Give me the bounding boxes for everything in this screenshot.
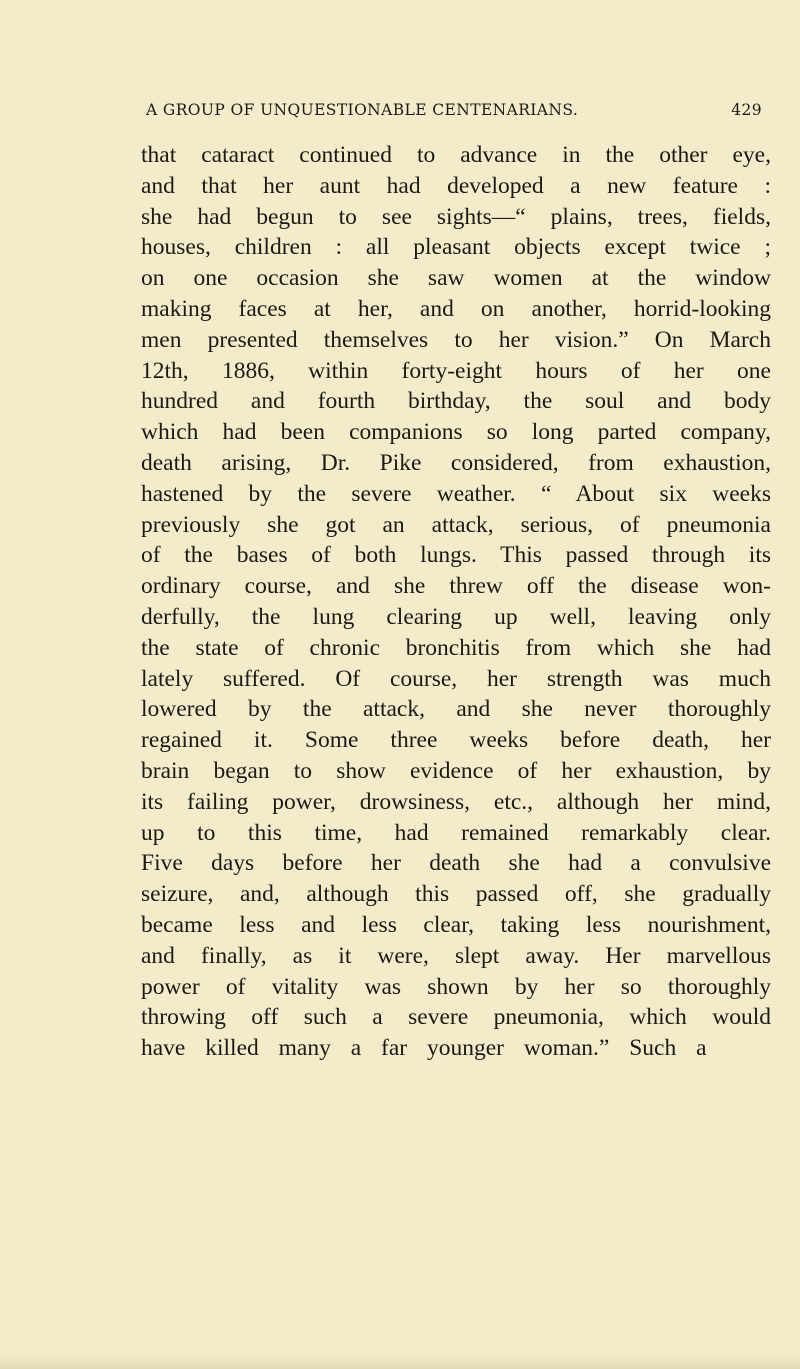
- text-line: she had begun to see sights—“ plains, trees, fields,: [141, 203, 771, 230]
- text-line: lately suffered. Of course, her strength was much: [141, 665, 771, 692]
- body-text: [141, 140, 771, 1064]
- text-line: ordinary course, and she threw off the disease won-: [141, 573, 771, 600]
- text-line: on one occasion she saw women at the window: [141, 265, 771, 292]
- text-line: have killed many a far younger woman.” Such a: [141, 1035, 707, 1062]
- text-line: hastened by the severe weather. “ About six weeks: [141, 480, 771, 507]
- text-line: that cataract continued to advance in the other eye,: [141, 142, 771, 168]
- text-line: derfully, the lung clearing up well, leaving only: [141, 603, 771, 630]
- text-line: Five days before her death she had a convulsive: [141, 850, 771, 877]
- text-line: power of vitality was shown by her so thoroughly: [141, 973, 771, 1000]
- running-head: [146, 101, 776, 123]
- text-line: up to this time, had remained remarkably clear.: [141, 819, 771, 846]
- text-line: of the bases of both lungs. This passed through its: [141, 542, 771, 569]
- text-line: the state of chronic bronchitis from which she had: [141, 634, 771, 661]
- text-line: and finally, as it were, slept away. Her marvellous: [141, 942, 771, 969]
- text-line: its failing power, drowsiness, etc., although her mind,: [141, 788, 771, 815]
- text-line: which had been companions so long parted company,: [141, 419, 771, 446]
- running-head-title: A GROUP OF UNQUESTIONABLE CENTENARIANS.: [146, 101, 579, 119]
- text-line: throwing off such a severe pneumonia, which would: [141, 1004, 771, 1031]
- text-line: 12th, 1886, within forty-eight hours of her one: [141, 357, 771, 384]
- text-line: lowered by the attack, and she never thoroughly: [141, 696, 771, 723]
- text-line: became less and less clear, taking less nourishment,: [141, 911, 771, 938]
- text-line: brain began to show evidence of her exhaustion, by: [141, 757, 771, 784]
- page-bottom-edge: [0, 1355, 800, 1369]
- text-line: men presented themselves to her vision.” On March: [141, 326, 771, 353]
- page-number: 429: [731, 101, 762, 119]
- text-line: regained it. Some three weeks before death, her: [141, 727, 771, 754]
- text-line: death arising, Dr. Pike considered, from exhaustion,: [141, 449, 771, 476]
- text-line: houses, children : all pleasant objects except twice ;: [141, 234, 771, 261]
- text-line: hundred and fourth birthday, the soul and body: [141, 388, 771, 415]
- text-line: and that her aunt had developed a new feature :: [141, 172, 771, 199]
- text-line: making faces at her, and on another, horrid-looking: [141, 295, 771, 322]
- text-line: previously she got an attack, serious, of pneumonia: [141, 511, 771, 538]
- text-line: seizure, and, although this passed off, she gradually: [141, 881, 771, 908]
